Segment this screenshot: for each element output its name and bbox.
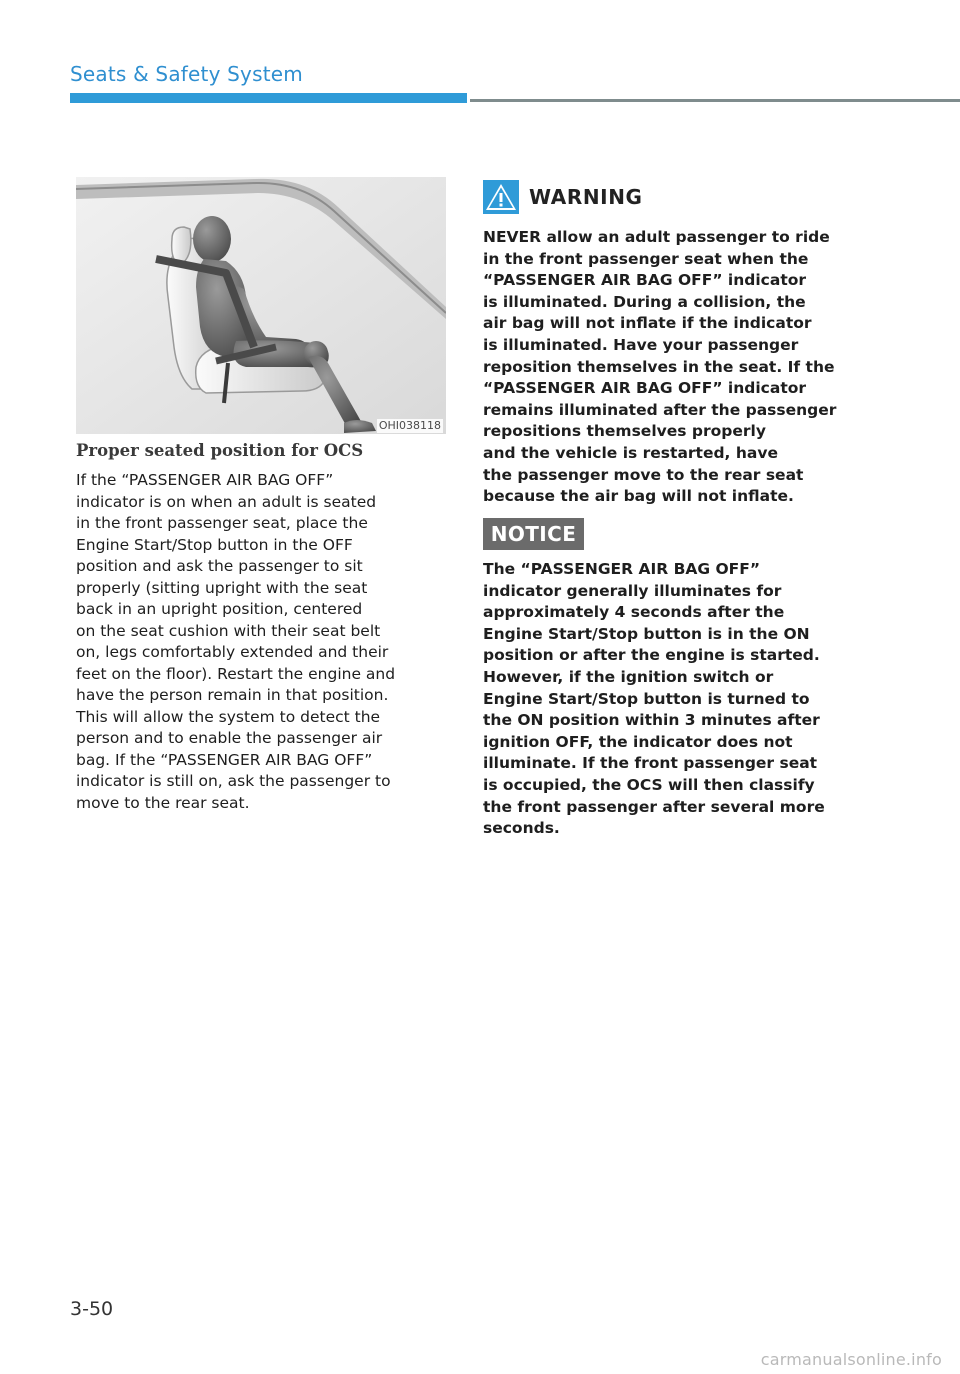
- left-body-text: [76, 470, 451, 814]
- warning-title: WARNING: [529, 185, 643, 209]
- warning-header: [483, 180, 643, 214]
- body-line: position and ask the passenger to sit: [76, 557, 363, 575]
- warning-line: and the vehicle is restarted, have: [483, 443, 778, 462]
- warning-line: remains illuminated after the passenger: [483, 400, 837, 419]
- warning-triangle-icon: [483, 180, 519, 214]
- body-line: in the front passenger seat, place the: [76, 514, 368, 532]
- body-line: on the seat cushion with their seat belt: [76, 621, 381, 640]
- notice-line: seconds.: [483, 819, 560, 838]
- warning-line: because the air bag will not inflate.: [483, 487, 794, 506]
- warning-line: NEVER allow an adult passenger to ride: [483, 228, 830, 246]
- warning-line: is illuminated. During a collision, the: [483, 292, 806, 311]
- section-title: Seats & Safety System: [70, 62, 303, 86]
- body-line: feet on the floor). Restart the engine and: [76, 664, 396, 683]
- header-rule-blue: [70, 93, 467, 103]
- warning-line: repositions themselves properly: [483, 422, 766, 441]
- warning-line: “PASSENGER AIR BAG OFF” indicator: [483, 271, 807, 290]
- notice-line: illuminate. If the front passenger seat: [483, 754, 818, 773]
- watermark: carmanualsonline.info: [760, 1350, 942, 1369]
- notice-line: indicator generally illuminates for: [483, 581, 782, 600]
- warning-line: the passenger move to the rear seat: [483, 465, 804, 484]
- body-line: properly (sitting upright with the seat: [76, 578, 368, 597]
- notice-line: ignition OFF, the indicator does not: [483, 732, 793, 751]
- notice-line: is occupied, the OCS will then classify: [483, 775, 815, 794]
- warning-line: reposition themselves in the seat. If the: [483, 357, 835, 376]
- seated-position-figure: [76, 177, 446, 434]
- body-line: have the person remain in that position.: [76, 686, 389, 704]
- figure-code: OHI038118: [378, 419, 441, 432]
- notice-line: Engine Start/Stop button is turned to: [483, 689, 810, 708]
- body-line: bag. If the “PASSENGER AIR BAG OFF”: [76, 750, 373, 769]
- body-line: This will allow the system to detect the: [76, 707, 381, 726]
- notice-line: approximately 4 seconds after the: [483, 603, 785, 622]
- seated-occupant-illustration: [76, 177, 446, 434]
- notice-line: the front passenger after several more: [483, 797, 825, 816]
- body-line: Engine Start/Stop button in the OFF: [76, 535, 353, 554]
- body-line: back in an upright position, centered: [76, 600, 363, 618]
- notice-line: Engine Start/Stop button is in the ON: [483, 624, 810, 643]
- body-line: on, legs comfortably extended and their: [76, 643, 389, 661]
- notice-badge: NOTICE: [483, 518, 584, 550]
- header-rule-grey: [470, 99, 960, 102]
- notice-body-text: [483, 559, 868, 840]
- notice-line: position or after the engine is started.: [483, 646, 820, 665]
- warning-line: air bag will not inflate if the indicator: [483, 314, 812, 333]
- warning-line: is illuminated. Have your passenger: [483, 335, 799, 354]
- notice-line: However, if the ignition switch or: [483, 667, 774, 686]
- body-line: If the “PASSENGER AIR BAG OFF”: [76, 471, 334, 489]
- body-line: person and to enable the passenger air: [76, 729, 383, 747]
- body-line: indicator is still on, ask the passenger to: [76, 772, 391, 790]
- warning-body-text: [483, 227, 868, 508]
- page-number: 3-50: [70, 1298, 114, 1320]
- figure-caption: Proper seated position for OCS: [76, 441, 364, 460]
- body-line: indicator is on when an adult is seated: [76, 492, 377, 511]
- warning-line: in the front passenger seat when the: [483, 249, 809, 268]
- notice-line: The “PASSENGER AIR BAG OFF”: [483, 560, 761, 578]
- body-line: move to the rear seat.: [76, 793, 250, 812]
- notice-line: the ON position within 3 minutes after: [483, 711, 820, 730]
- warning-line: “PASSENGER AIR BAG OFF” indicator: [483, 379, 807, 398]
